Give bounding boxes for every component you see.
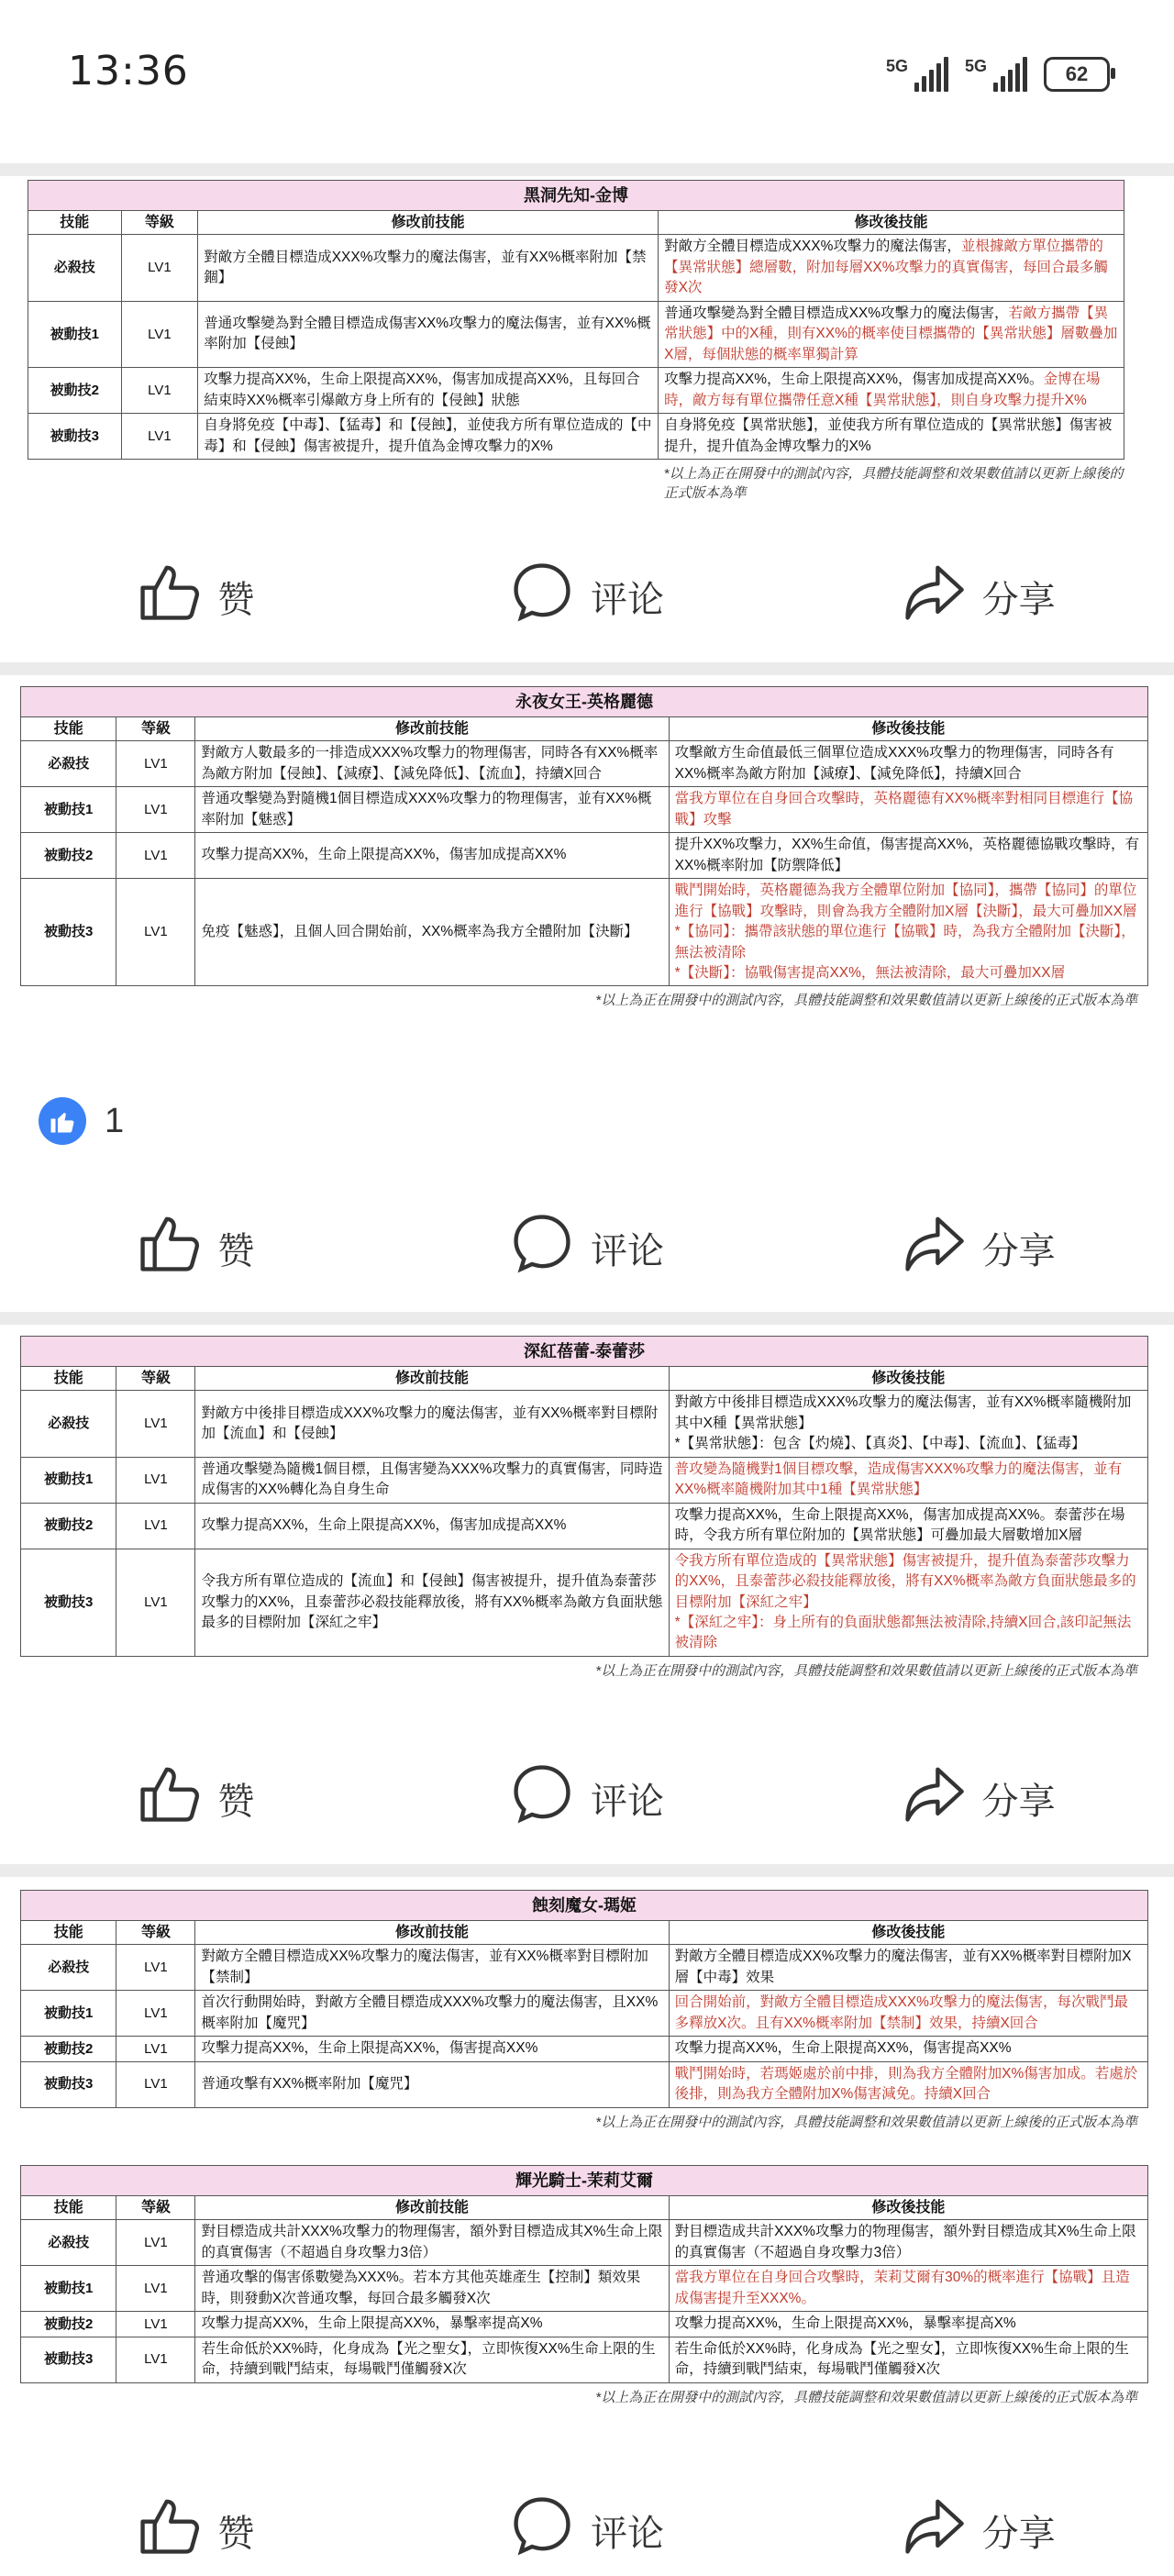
header-after: 修改後技能 <box>659 211 1124 235</box>
after-cell <box>669 1391 1147 1457</box>
like-count: 1 <box>105 1101 125 1140</box>
battery-icon <box>1044 57 1110 92</box>
after-text: 攻擊敵方生命值最低三個單位造成XXX%攻擊力的物理傷害，同時各有XX%概率為敵方附加【減療】、【減免降低】，持續X回合 <box>674 745 1114 782</box>
table-row <box>28 301 1124 367</box>
after-text: 金博在場時，敵方每有單位攜帶任意X種【異常狀態】，則自身攻擊力提升X% <box>664 372 1101 408</box>
before-text: 對敵方全體目標造成XXX%攻擊力的魔法傷害，並有XX%概率附加【禁錮】 <box>198 235 659 301</box>
table-row <box>21 2337 1148 2382</box>
thumbs-up-icon <box>137 1211 201 1284</box>
post-image[interactable] <box>20 1890 1148 2131</box>
comment-button[interactable] <box>392 1202 783 1294</box>
skill-name: 被動技3 <box>21 1549 116 1656</box>
table-row <box>21 2220 1148 2266</box>
after-text: 對敵方中後排目標造成XXX%攻擊力的魔法傷害，並有XX%概率隨機附加其中X種【異常狀態】 <box>674 1394 1132 1431</box>
after-text: 若敵方攜帶【異常狀態】中的X種，則有XX%的概率使目標攜帶的【異常狀態】層數疊加X層，每個狀態的概率單獨計算 <box>664 305 1118 362</box>
header-before: 修改前技能 <box>195 1367 669 1391</box>
skill-name: 被動技2 <box>21 2312 116 2337</box>
skill-level: LV1 <box>116 2266 195 2312</box>
after-text: 攻擊力提高XX%，生命上限提高XX%，傷害加成提高XX%。 <box>664 372 1044 388</box>
table-row <box>21 1549 1148 1656</box>
header-before: 修改前技能 <box>198 211 659 235</box>
signal-icon <box>965 57 1027 92</box>
after-cell <box>669 1503 1147 1549</box>
after-cell <box>659 301 1124 367</box>
before-text: 攻擊力提高XX%，生命上限提高XX%，傷害加成提高XX% <box>195 833 669 879</box>
skill-level: LV1 <box>116 1391 195 1457</box>
comment-button[interactable] <box>392 2484 783 2576</box>
table-row <box>21 1457 1148 1503</box>
skill-name: 必殺技 <box>21 2220 116 2266</box>
network-type-label: 5G <box>885 57 908 75</box>
post-image[interactable] <box>20 686 1148 1009</box>
like-label: 赞 <box>217 1230 255 1271</box>
skill-name: 被動技1 <box>28 301 122 367</box>
skill-name: 被動技2 <box>28 368 122 414</box>
like-label: 赞 <box>217 579 255 620</box>
skill-name: 必殺技 <box>28 235 122 301</box>
share-button[interactable] <box>782 2484 1174 2576</box>
table-row <box>21 1503 1148 1549</box>
share-label: 分享 <box>981 2513 1056 2554</box>
comment-icon <box>510 560 574 633</box>
skill-name: 必殺技 <box>21 1391 116 1457</box>
skill-level: LV1 <box>116 2337 195 2382</box>
comment-label: 评论 <box>591 1781 664 1822</box>
before-text: 普通攻擊變為隨機1個目標，且傷害變為XXX%攻擊力的真實傷害，同時造成傷害的XX%轉化為自身生命 <box>195 1457 669 1503</box>
comment-icon <box>510 1761 574 1835</box>
share-label: 分享 <box>981 1781 1056 1822</box>
status-bar <box>0 0 1174 156</box>
after-cell <box>669 2037 1147 2061</box>
skill-level: LV1 <box>116 1549 195 1656</box>
disclaimer-note: *以上為正在開發中的測試內容，具體技能調整和效果數值請以更新上線後的正式版本為準 <box>595 993 1138 1009</box>
before-text: 若生命低於XX%時，化身成為【光之聖女】，立即恢復XX%生命上限的生命，持續到戰鬥結束，每場戰鬥僅觸發X次 <box>195 2337 669 2382</box>
like-button[interactable] <box>0 2484 392 2576</box>
header-skill: 技能 <box>21 717 116 741</box>
header-after: 修改後技能 <box>669 1921 1147 1945</box>
before-text: 普通攻擊變為對隨機1個目標造成XXX%攻擊力的物理傷害，並有XX%概率附加【魅惑】 <box>195 787 669 833</box>
after-text: 若生命低於XX%時，化身成為【光之聖女】，立即恢復XX%生命上限的生命，持續到戰鬥結束，每場戰鬥僅觸發X次 <box>674 2340 1129 2378</box>
action-bar <box>0 1202 1174 1294</box>
after-text: 攻擊力提高XX%，生命上限提高XX%，傷害加成提高XX%。泰蕾莎在場時，令我方所有單位附加的【異常狀態】可疊加最大層數增加X層 <box>674 1506 1125 1544</box>
header-before: 修改前技能 <box>195 1921 669 1945</box>
before-text: 攻擊力提高XX%，生命上限提高XX%，傷害加成提高XX% <box>195 1503 669 1549</box>
after-text: 回合開始前，對敵方全體目標造成XXX%攻擊力的魔法傷害，每次戰鬥最多釋放X次。且有XX%概率附加【禁制】效果，持續X回合 <box>674 1994 1128 2031</box>
skill-name: 被動技3 <box>21 879 116 986</box>
after-cell <box>669 1549 1147 1656</box>
hero-title: 蝕刻魔女-瑪姬 <box>21 1891 1148 1921</box>
skill-name: 被動技1 <box>21 1457 116 1503</box>
after-cell <box>659 368 1124 414</box>
skill-level: LV1 <box>116 787 195 833</box>
after-text: *【協同】：攜帶該狀態的單位進行【協戰】時，為我方全體附加【決斷】，無法被清除 <box>674 924 1135 960</box>
feed-separator <box>0 662 1174 675</box>
skill-level: LV1 <box>116 741 195 787</box>
skill-level: LV1 <box>121 368 198 414</box>
skill-table <box>20 686 1148 986</box>
skill-name: 被動技2 <box>21 833 116 879</box>
skill-name: 被動技1 <box>21 2266 116 2312</box>
after-text: 提升XX%攻擊力，XX%生命值，傷害提高XX%，英格麗德協戰攻擊時，有XX%概率附加【防禦降低】 <box>674 837 1140 873</box>
status-indicators <box>886 57 1110 92</box>
header-before: 修改前技能 <box>195 2196 669 2220</box>
share-icon <box>902 1761 966 1835</box>
like-button[interactable] <box>0 1752 392 1844</box>
skill-level: LV1 <box>116 1945 195 1991</box>
before-text: 令我方所有單位造成的【流血】和【侵蝕】傷害被提升，提升值為泰蕾莎攻擊力的XX%，且泰蕾莎必殺技能釋放後，將有XX%概率為敵方負面狀態最多的目標附加【深紅之牢】 <box>195 1549 669 1656</box>
post-image[interactable] <box>28 180 1124 502</box>
after-text: 對敵方全體目標造成XXX%攻擊力的魔法傷害， <box>664 239 961 255</box>
skill-level: LV1 <box>116 1457 195 1503</box>
before-text: 普通攻擊變為對全體目標造成傷害XX%攻擊力的魔法傷害，並有XX%概率附加【侵蝕】 <box>198 301 659 367</box>
header-level: 等級 <box>116 2196 195 2220</box>
skill-name: 被動技1 <box>21 787 116 833</box>
after-cell <box>669 879 1147 986</box>
before-text: 對敵方全體目標造成XX%攻擊力的魔法傷害，並有XX%概率對目標附加【禁制】 <box>195 1945 669 1991</box>
like-button[interactable] <box>0 1202 392 1294</box>
skill-level: LV1 <box>116 2061 195 2107</box>
like-label: 赞 <box>217 2513 255 2554</box>
skill-name: 被動技2 <box>21 1503 116 1549</box>
status-time: 13:36 <box>68 48 189 94</box>
skill-table <box>20 2165 1148 2383</box>
comment-label: 评论 <box>591 579 664 620</box>
battery-level: 62 <box>1065 62 1089 85</box>
skill-name: 被動技2 <box>21 2037 116 2061</box>
after-cell <box>669 1945 1147 1991</box>
after-cell <box>669 741 1147 787</box>
table-row <box>21 1945 1148 1991</box>
before-text: 攻擊力提高XX%，生命上限提高XX%，傷害加成提高XX%，且每回合結束時XX%概率引爆敵方身上所有的【侵蝕】狀態 <box>198 368 659 414</box>
action-bar <box>0 550 1174 642</box>
skill-level: LV1 <box>116 1503 195 1549</box>
before-text: 攻擊力提高XX%，生命上限提高XX%，暴擊率提高X% <box>195 2312 669 2337</box>
after-cell <box>669 2061 1147 2107</box>
header-level: 等級 <box>116 717 195 741</box>
hero-title: 黑洞先知-金博 <box>28 181 1124 211</box>
share-icon <box>902 1211 966 1284</box>
before-text: 普通攻擊的傷害係數變為XXX%。若本方其他英雄產生【控制】類效果時，則發動X次普通攻擊，每回合最多觸發X次 <box>195 2266 669 2312</box>
thumbs-up-icon <box>137 560 201 633</box>
table-row <box>28 368 1124 414</box>
like-button[interactable] <box>0 550 392 642</box>
header-after: 修改後技能 <box>669 1367 1147 1391</box>
skill-table <box>20 1890 1148 2108</box>
post-image[interactable] <box>20 2165 1148 2406</box>
table-row <box>21 879 1148 986</box>
header-level: 等級 <box>116 1367 195 1391</box>
after-text: 並根據敵方單位攜帶的【異常狀態】總層數，附加每層XX%攻擊力的真實傷害，每回合最多觸發X次 <box>664 239 1109 296</box>
table-row <box>21 2266 1148 2312</box>
table-row <box>21 833 1148 879</box>
skill-name: 必殺技 <box>21 1945 116 1991</box>
thumbs-up-icon <box>137 2493 201 2567</box>
comment-label: 评论 <box>591 1230 664 1271</box>
skill-level: LV1 <box>116 2312 195 2337</box>
header-skill: 技能 <box>21 1921 116 1945</box>
table-row <box>21 2061 1148 2107</box>
after-text: 戰鬥開始時，英格麗德為我方全體單位附加【協同】，攜帶【協同】的單位進行【協戰】攻擊時，則會為我方全體附加X層【決斷】，最大可疊加XX層 <box>674 883 1137 919</box>
network-type-label: 5G <box>964 57 987 75</box>
header-skill: 技能 <box>21 1367 116 1391</box>
header-skill: 技能 <box>28 211 122 235</box>
before-text: 對敵方人數最多的一排造成XXX%攻擊力的物理傷害，同時各有XX%概率為敵方附加【侵蝕】、【減療】、【減免降低】、【流血】，持續X回合 <box>195 741 669 787</box>
share-icon <box>902 560 966 633</box>
after-text: 普通攻擊變為對全體目標造成XX%攻擊力的魔法傷害， <box>664 305 1009 321</box>
after-text: 對目標造成共計XXX%攻擊力的物理傷害，額外對目標造成其X%生命上限的真實傷害（不超過自身攻擊力3倍） <box>674 2224 1136 2260</box>
disclaimer-note: *以上為正在開發中的測試內容，具體技能調整和效果數值請以更新上線後的正式版本為準 <box>595 1662 1138 1679</box>
after-cell <box>669 2220 1147 2266</box>
disclaimer-note: *以上為正在開發中的測試內容，具體技能調整和效果數值請以更新上線後的正式版本為準 <box>595 2114 1138 2130</box>
table-row <box>21 2312 1148 2337</box>
after-text: 令我方所有單位造成的【異常狀態】傷害被提升，提升值為泰蕾莎攻擊力的XX%，且泰蕾莎必殺技能釋放後，將有XX%概率為敵方負面狀態最多的目標附加【深紅之牢】 <box>674 1552 1136 1610</box>
like-label: 赞 <box>217 1781 255 1822</box>
after-text: 戰鬥開始時，若瑪姬處於前中排，則為我方全體附加X%傷害加成。若處於後排，則為我方全體附加X%傷害減免。持續X回合 <box>674 2065 1138 2103</box>
before-text: 攻擊力提高XX%，生命上限提高XX%，傷害提高XX% <box>195 2037 669 2061</box>
hero-title: 深紅蓓蕾-泰蕾莎 <box>21 1337 1148 1367</box>
action-bar <box>0 2484 1174 2576</box>
feed-separator <box>0 1864 1174 1877</box>
header-level: 等級 <box>116 1921 195 1945</box>
disclaimer-note: *以上為正在開發中的測試內容，具體技能調整和效果數值請以更新上線後的正式版本為準 <box>595 2389 1138 2405</box>
disclaimer-note: *以上為正在開發中的測試內容，具體技能調整和效果數值請以更新上線後的正式版本為準 <box>663 465 1124 501</box>
after-cell <box>669 787 1147 833</box>
share-button[interactable] <box>782 550 1174 642</box>
comment-button[interactable] <box>392 550 783 642</box>
feed-separator <box>0 1312 1174 1325</box>
after-text: *【決斷】：協戰傷害提高XX%，無法被清除，最大可疊加XX層 <box>674 964 1066 981</box>
thumbs-up-icon <box>39 1097 86 1145</box>
after-cell <box>669 2266 1147 2312</box>
skill-table <box>28 180 1124 460</box>
thumbs-up-icon <box>137 1761 201 1835</box>
skill-level: LV1 <box>116 2037 195 2061</box>
share-button[interactable] <box>782 1752 1174 1844</box>
hero-title: 永夜女王-英格麗德 <box>21 687 1148 717</box>
share-button[interactable] <box>782 1202 1174 1294</box>
after-text: 當我方單位在自身回合攻擊時，英格麗德有XX%概率對相同目標進行【協戰】攻擊 <box>674 791 1134 827</box>
table-row <box>21 741 1148 787</box>
comment-label: 评论 <box>591 2513 664 2554</box>
after-text: *【異常狀態】：包含【灼燒】、【真炎】、【中毒】、【流血】、【猛毒】 <box>674 1436 1086 1452</box>
after-text: 當我方單位在自身回合攻擊時，茉莉艾爾有30%的概率進行【協戰】且造成傷害提升至XXX%。 <box>674 2270 1130 2306</box>
after-cell <box>659 414 1124 460</box>
skill-name: 被動技3 <box>21 2061 116 2107</box>
skill-level: LV1 <box>116 879 195 986</box>
after-cell <box>669 2312 1147 2337</box>
skill-level: LV1 <box>116 833 195 879</box>
before-text: 首次行動開始時，對敵方全體目標造成XXX%攻擊力的魔法傷害，且XX%概率附加【魔咒】 <box>195 1991 669 2037</box>
after-cell <box>659 235 1124 301</box>
after-text: 普攻變為隨機對1個目標攻擊，造成傷害XXX%攻擊力的魔法傷害，並有XX%概率隨機附加其中1種【異常狀態】 <box>674 1460 1123 1498</box>
after-text: *【深紅之牢】：身上所有的負面狀態都無法被清除,持續X回合,該印記無法被清除 <box>674 1614 1132 1651</box>
table-row <box>28 414 1124 460</box>
skill-level: LV1 <box>121 301 198 367</box>
table-row <box>21 1391 1148 1457</box>
after-cell <box>669 1991 1147 2037</box>
skill-level: LV1 <box>121 235 198 301</box>
share-label: 分享 <box>981 579 1056 620</box>
table-row <box>21 787 1148 833</box>
post-image[interactable] <box>20 1336 1148 1680</box>
skill-table <box>20 1336 1148 1657</box>
skill-level: LV1 <box>116 1991 195 2037</box>
after-text: 對敵方全體目標造成XX%攻擊力的魔法傷害，並有XX%概率對目標附加X層【中毒】效果 <box>674 1949 1132 1985</box>
before-text: 普通攻擊有XX%概率附加【魔咒】 <box>195 2061 669 2107</box>
skill-name: 必殺技 <box>21 741 116 787</box>
header-level: 等級 <box>121 211 198 235</box>
before-text: 對敵方中後排目標造成XXX%攻擊力的魔法傷害，並有XX%概率對目標附加【流血】和【侵蝕】 <box>195 1391 669 1457</box>
skill-name: 被動技3 <box>21 2337 116 2382</box>
comment-icon <box>510 1211 574 1284</box>
before-text: 免疫【魅惑】，且個人回合開始前，XX%概率為我方全體附加【決斷】 <box>195 879 669 986</box>
skill-level: LV1 <box>121 414 198 460</box>
header-before: 修改前技能 <box>195 717 669 741</box>
after-cell <box>669 833 1147 879</box>
after-text: 攻擊力提高XX%，生命上限提高XX%，傷害提高XX% <box>674 2040 1012 2057</box>
share-label: 分享 <box>981 1230 1056 1271</box>
after-text: 自身將免疫【異常狀態】，並使我方所有單位造成的【異常狀態】傷害被提升，提升值為金博攻擊力的X% <box>664 417 1113 454</box>
action-bar <box>0 1752 1174 1844</box>
header-after: 修改後技能 <box>669 717 1147 741</box>
hero-title: 輝光騎士-茉莉艾爾 <box>21 2166 1148 2196</box>
header-skill: 技能 <box>21 2196 116 2220</box>
share-icon <box>902 2493 966 2567</box>
skill-level: LV1 <box>116 2220 195 2266</box>
likes-summary[interactable] <box>39 1097 124 1145</box>
table-row <box>28 235 1124 301</box>
after-text: 攻擊力提高XX%，生命上限提高XX%，暴擊率提高X% <box>674 2315 1016 2332</box>
skill-name: 被動技1 <box>21 1991 116 2037</box>
table-row <box>21 1991 1148 2037</box>
skill-name: 被動技3 <box>28 414 122 460</box>
comment-icon <box>510 2493 574 2567</box>
after-cell <box>669 2337 1147 2382</box>
after-cell <box>669 1457 1147 1503</box>
signal-icon <box>886 57 948 92</box>
feed-separator <box>0 163 1174 176</box>
header-after: 修改後技能 <box>669 2196 1147 2220</box>
before-text: 對目標造成共計XXX%攻擊力的物理傷害，額外對目標造成其X%生命上限的真實傷害（不超過自身攻擊力3倍） <box>195 2220 669 2266</box>
table-row <box>21 2037 1148 2061</box>
before-text: 自身將免疫【中毒】、【猛毒】和【侵蝕】，並使我方所有單位造成的【中毒】和【侵蝕】傷害被提升，提升值為金博攻擊力的X% <box>198 414 659 460</box>
comment-button[interactable] <box>392 1752 783 1844</box>
